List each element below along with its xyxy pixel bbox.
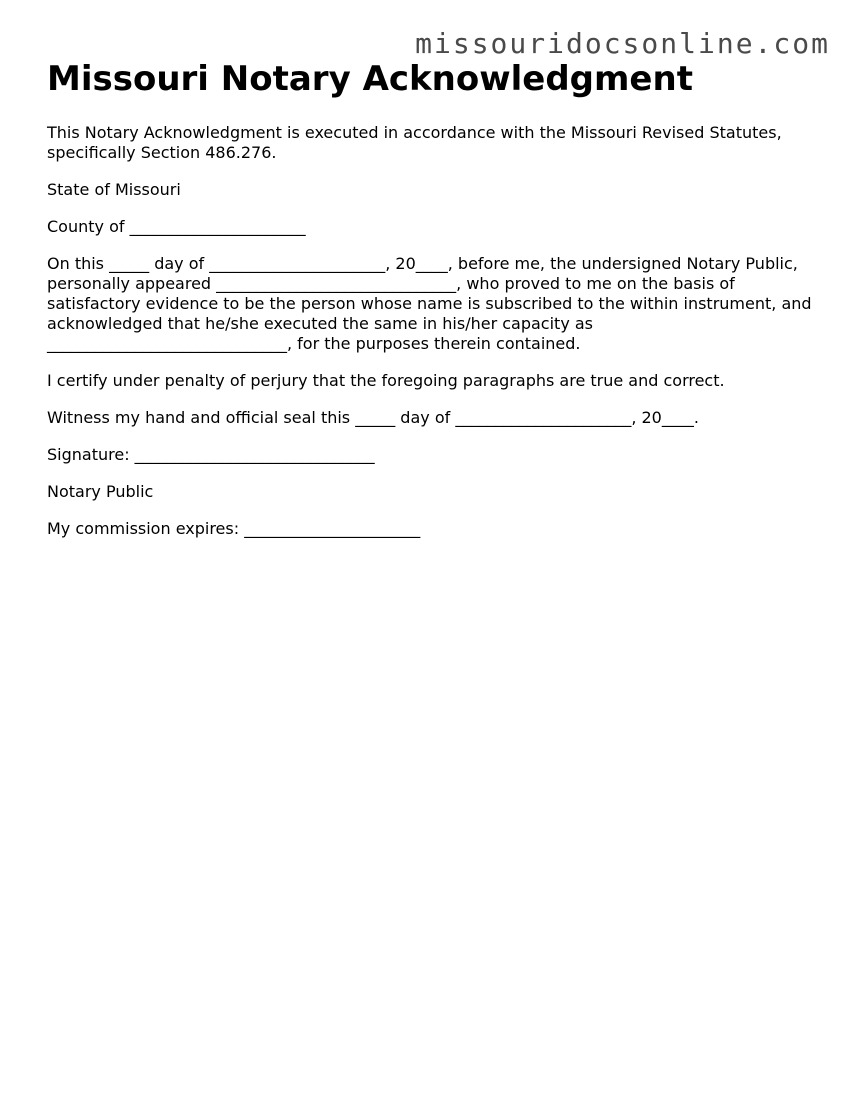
document-title: Missouri Notary Acknowledgment	[47, 59, 693, 99]
county-line: County of ______________________	[47, 217, 306, 236]
commission-expires-line: My commission expires: ______________________	[47, 519, 421, 538]
intro-paragraph: This Notary Acknowledgment is executed in accordance with the Missouri Revised Statutes, specifically Section 486.276.	[47, 123, 782, 162]
document-body	[47, 123, 817, 556]
notary-public-label: Notary Public	[47, 482, 154, 501]
acknowledgment-paragraph: On this _____ day of ______________________, 20____, before me, the undersigned Notary Public, personally appeared ______________________________, who proved to me on the basis of satisfactory evidence to be the person whose name is subscribed to the within instrument, and acknowledged that he/she executed the same in his/her capacity as ______________________________, for the purposes therein contained.	[47, 254, 812, 353]
site-watermark: missouridocsonline.com	[415, 27, 830, 60]
witness-line: Witness my hand and official seal this _____ day of ______________________, 20____.	[47, 408, 699, 427]
state-line: State of Missouri	[47, 180, 181, 199]
signature-line: Signature: ______________________________	[47, 445, 375, 464]
certification-paragraph: I certify under penalty of perjury that the foregoing paragraphs are true and correct.	[47, 371, 725, 390]
